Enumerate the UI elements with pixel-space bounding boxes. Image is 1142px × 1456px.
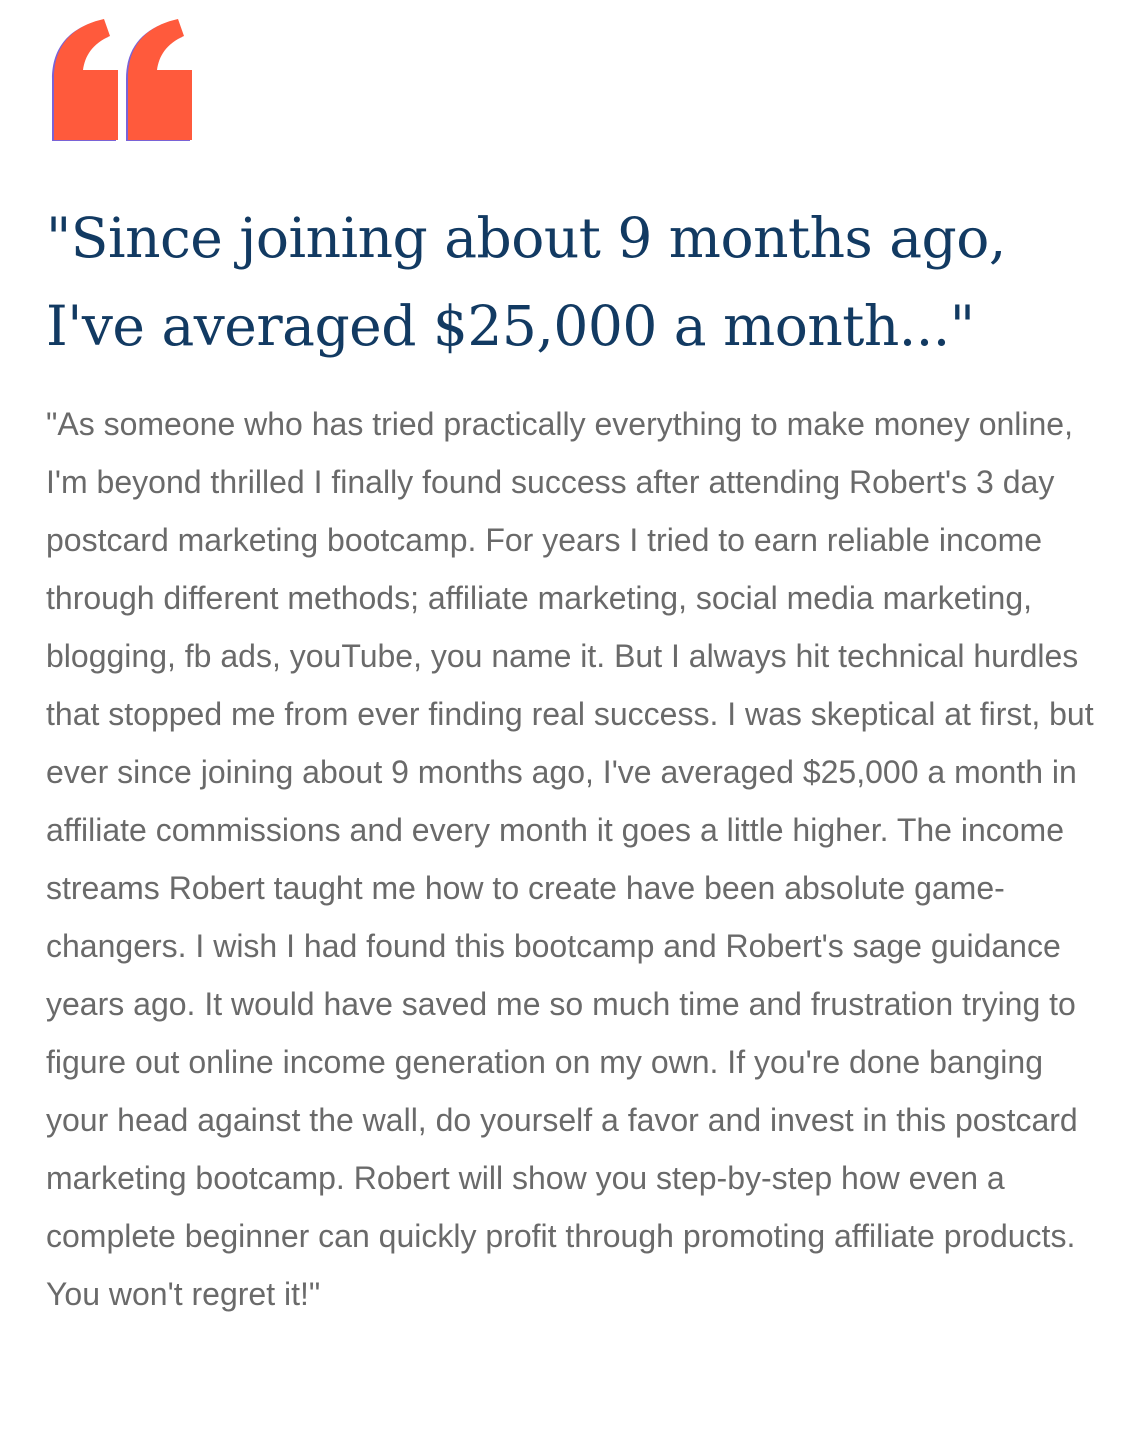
open-quote-icon: [50, 16, 200, 144]
testimonial-body: "As someone who has tried practically everything to make money online, I'm beyond thrilled I finally found success after attending Robert's 3 day postcard marketing bootcamp. For years I tried to earn reliable income through different methods; affiliate marketing, social media marketing, blogging, fb ads, youTube, you name it. But I always hit technical hurdles that stopped me from ever finding real success. I was skeptical at first, but ever since joining about 9 months ago, I've averaged $25,000 a month in affiliate commissions and every month it goes a little higher. The income streams Robert taught me how to create have been absolute game-changers. I wish I had found this bootcamp and Robert's sage guidance years ago. It would have saved me so much time and frustration trying to figure out online income generation on my own. If you're done banging your head against the wall, do yourself a favor and invest in this postcard marketing bootcamp. Robert will show you step-by-step how even a complete beginner can quickly profit through promoting affiliate products. You won't regret it!": [46, 406, 1094, 1312]
testimonial-headline: "Since joining about 9 months ago, I've averaged $25,000 a month...": [46, 206, 1006, 358]
